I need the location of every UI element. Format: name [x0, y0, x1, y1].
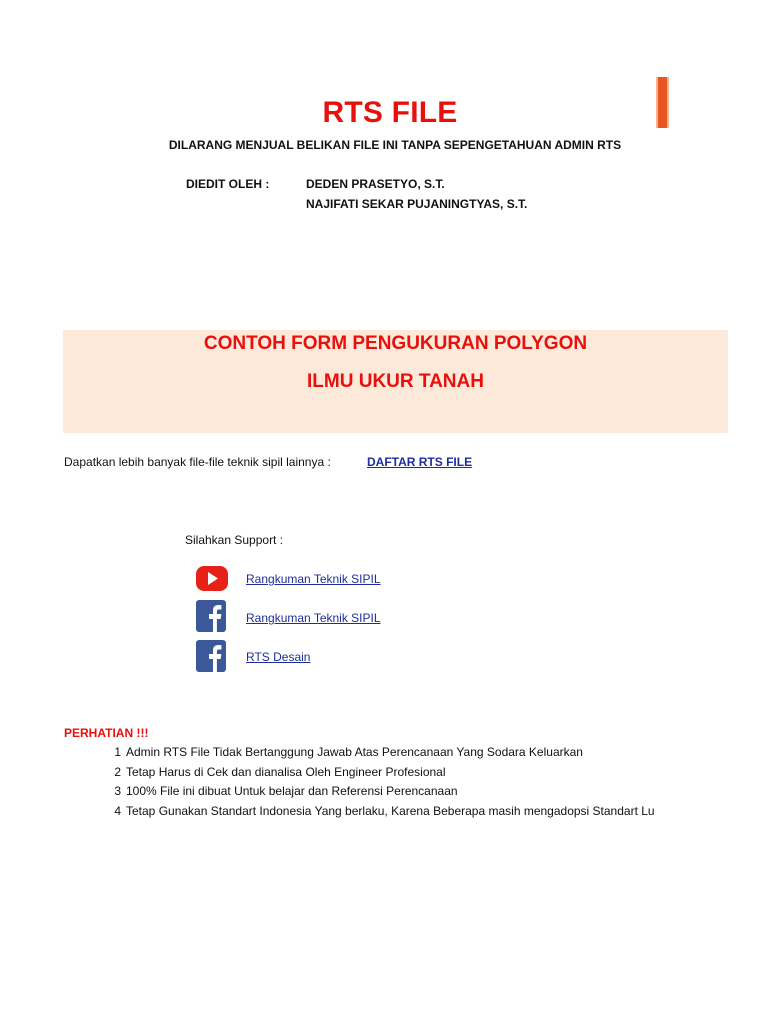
notice-number: 4	[114, 804, 121, 818]
daftar-rts-file-link[interactable]: DAFTAR RTS FILE	[367, 455, 473, 469]
youtube-channel-link[interactable]: Rangkuman Teknik SIPIL	[246, 572, 381, 586]
notice-text: 100% File ini dibuat Untuk belajar dan Referensi Perencanaan	[126, 784, 458, 798]
title-banner	[63, 330, 728, 433]
notice-text: Tetap Harus di Cek dan dianalisa Oleh Engineer Profesional	[126, 765, 446, 779]
facebook-icon[interactable]	[196, 600, 226, 630]
banner-subtitle: ILMU UKUR TANAH	[307, 371, 484, 392]
notice-number: 1	[114, 745, 121, 759]
notice-text: Admin RTS File Tidak Bertanggung Jawab Atas Perencanaan Yang Sodara Keluarkan	[126, 745, 583, 759]
youtube-icon[interactable]	[196, 565, 226, 595]
editor-name: NAJIFATI SEKAR PUJANINGTYAS, S.T.	[306, 197, 528, 211]
promo-text: Dapatkan lebih banyak file-file teknik sipil lainnya :	[64, 455, 331, 469]
notice-heading: PERHATIAN !!!	[64, 726, 149, 740]
notice-list	[0, 740, 670, 830]
editor-name: DEDEN PRASETYO, S.T.	[306, 177, 445, 191]
facebook-page-link[interactable]: Rangkuman Teknik SIPIL	[246, 611, 381, 625]
rts-desain-link[interactable]: RTS Desain	[246, 650, 311, 664]
support-label: Silahkan Support :	[185, 533, 284, 547]
banner-title: CONTOH FORM PENGUKURAN POLYGON	[203, 333, 588, 354]
warning-text: DILARANG MENJUAL BELIKAN FILE INI TANPA SEPENGETAHUAN ADMIN RTS	[168, 138, 622, 152]
page-title: RTS FILE	[322, 96, 458, 129]
notice-number: 2	[114, 765, 121, 779]
notice-text: Tetap Gunakan Standart Indonesia Yang berlaku, Karena Beberapa masih mengadopsi Standart Lu	[126, 804, 655, 818]
facebook-icon[interactable]	[196, 640, 226, 670]
edited-by-label: DIEDIT OLEH :	[186, 177, 270, 191]
notice-number: 3	[114, 784, 121, 798]
